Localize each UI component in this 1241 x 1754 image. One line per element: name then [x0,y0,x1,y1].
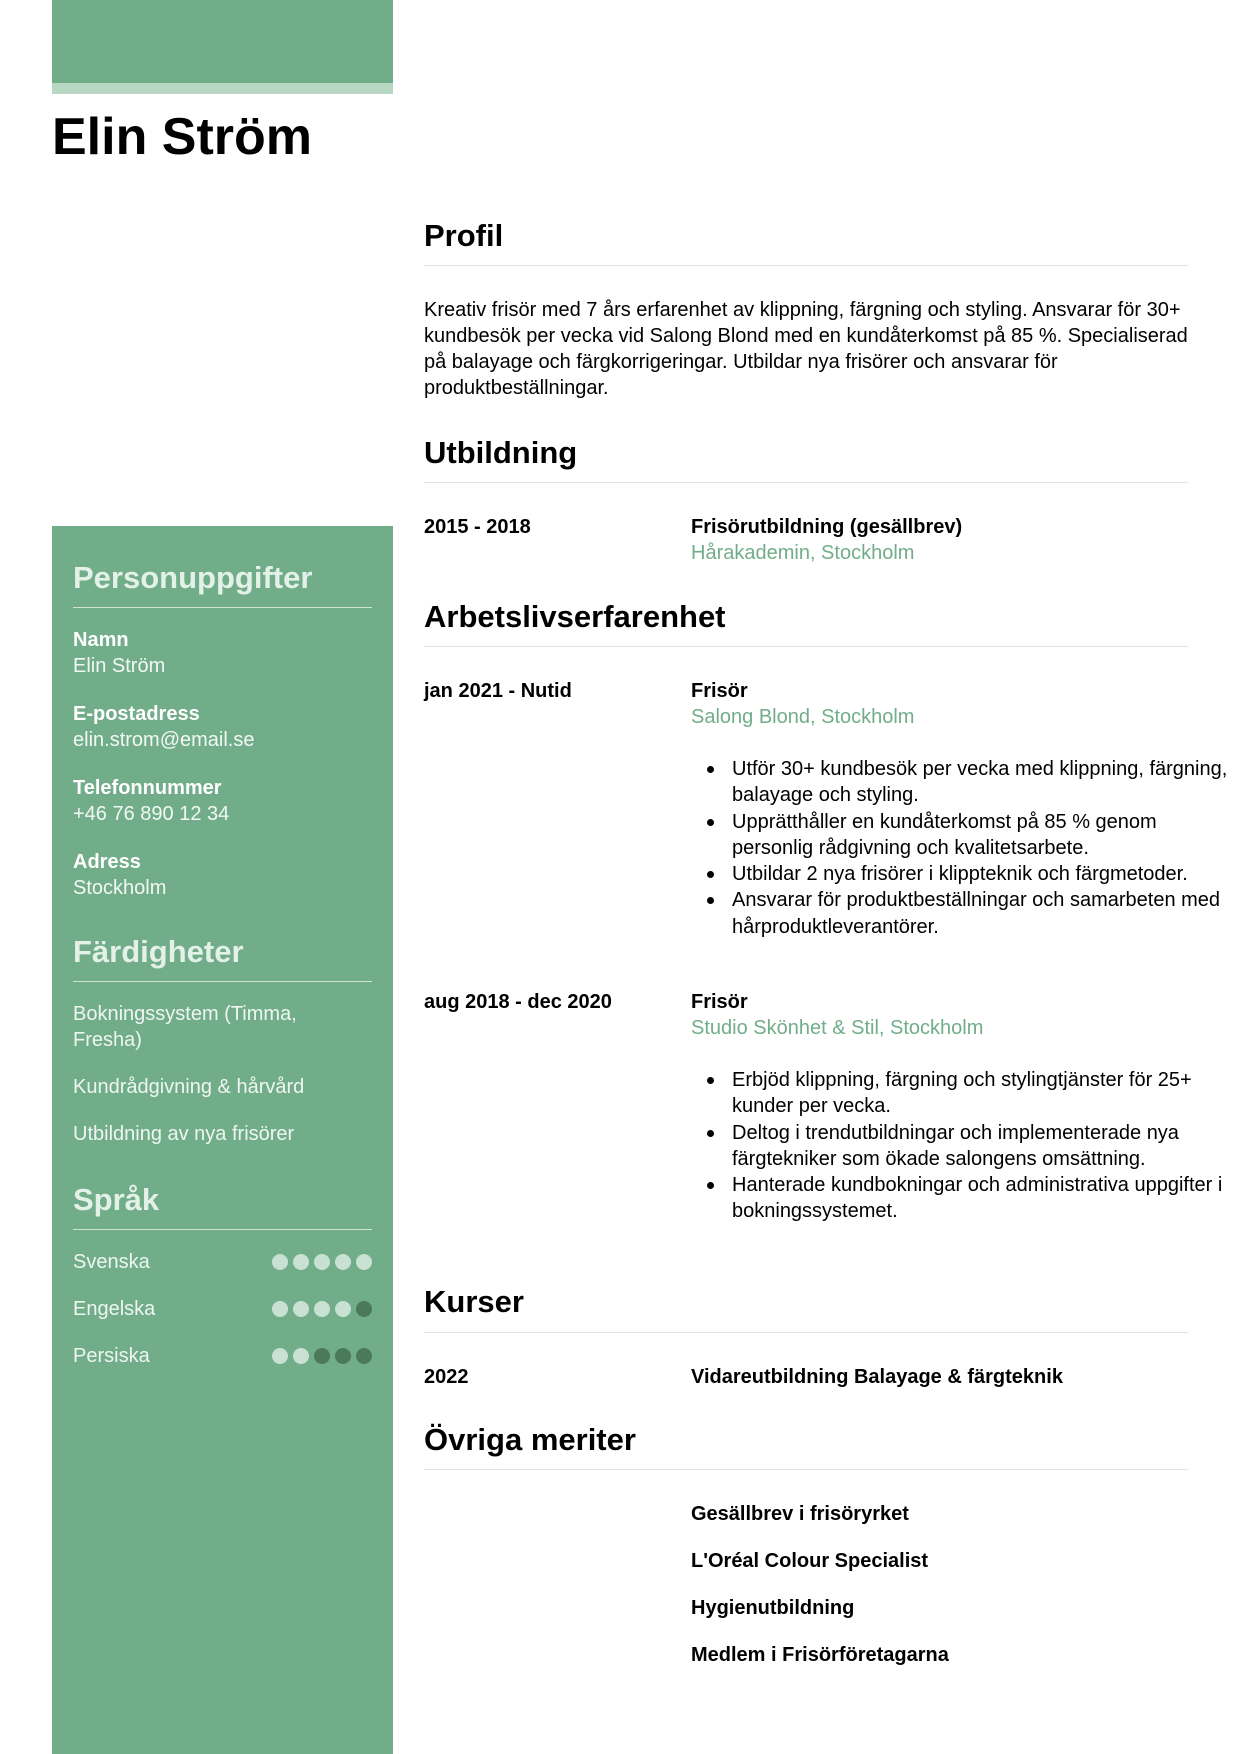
education-entry [691,514,1188,566]
course-date: 2022 [424,1366,469,1388]
course-title: Vidareutbildning Balayage & färgteknik [691,1366,1063,1388]
level-dot-filled [335,1301,351,1317]
level-dot-empty [335,1348,351,1364]
experience-bullets [691,756,1229,940]
language-name: Svenska [73,1251,150,1273]
level-dot-empty [356,1348,372,1364]
personal-info-section [73,559,372,608]
language-level-dots [272,1254,372,1270]
level-dot-filled [272,1254,288,1270]
experience-heading: Arbetslivserfarenhet [424,599,726,634]
skills-section [73,933,372,982]
language-row [73,1296,372,1322]
education-title: Frisörutbildning (gesällbrev) [691,516,963,538]
level-dot-filled [314,1254,330,1270]
language-row [73,1249,372,1275]
merits-heading: Övriga meriter [424,1422,636,1457]
bullet-item: Ansvarar för produktbeställningar och samarbeten med hårproduktleverantörer. [732,887,1229,940]
personal-info-heading: Personuppgifter [73,560,313,595]
languages-heading: Språk [73,1182,160,1217]
bullet-item: Hanterade kundbokningar och administrativa uppgifter i bokningssystemet. [732,1172,1229,1225]
employer: Studio Skönhet & Stil, Stockholm [691,1017,984,1039]
job-title: Frisör [691,680,748,702]
info-phone [73,775,372,827]
bullet-item: Utbildar 2 nya frisörer i klippteknik och färgmetoder. [732,861,1229,887]
divider [424,646,1188,647]
info-label: Adress [73,851,141,873]
info-value: Stockholm [73,877,167,899]
info-value: elin.strom@email.se [73,729,255,751]
bullet-item: Upprätthåller en kundåterkomst på 85 % genom personlig rådgivning och kvalitetsarbete. [732,809,1229,862]
info-value: +46 76 890 12 34 [73,803,230,825]
info-label: Namn [73,629,129,651]
divider [424,265,1188,266]
experience-date: aug 2018 - dec 2020 [424,991,612,1013]
job-title: Frisör [691,991,748,1013]
level-dot-empty [314,1348,330,1364]
level-dot-filled [293,1348,309,1364]
candidate-name: Elin Ström [52,108,313,166]
divider [73,607,372,608]
divider [424,482,1188,483]
education-date: 2015 - 2018 [424,516,531,538]
header-color-band [52,0,393,83]
info-email [73,701,372,753]
divider [73,981,372,982]
bullet-item: Erbjöd klippning, färgning och stylingtjänster för 25+ kunder per vecka. [732,1067,1229,1120]
education-school: Hårakademin, Stockholm [691,542,915,564]
experience-date: jan 2021 - Nutid [424,680,572,702]
sidebar [52,526,393,1754]
skills-heading: Färdigheter [73,934,244,969]
skill-item: Utbildning av nya frisörer [73,1123,295,1145]
skill-item: Bokningssystem (Timma, Fresha) [73,1003,297,1051]
bullet-item: Deltog i trendutbildningar och implementerade nya färgtekniker som ökade salongens omsättning. [732,1120,1229,1173]
level-dot-empty [356,1301,372,1317]
divider [424,1469,1188,1470]
level-dot-filled [356,1254,372,1270]
level-dot-filled [272,1301,288,1317]
profile-heading: Profil [424,218,504,253]
course-entry [691,1364,1188,1390]
level-dot-filled [293,1301,309,1317]
bullet-item: Utför 30+ kundbesök per vecka med klippning, färgning, balayage och styling. [732,756,1229,809]
info-label: E-postadress [73,703,200,725]
profile-text: Kreativ frisör med 7 års erfarenhet av klippning, färgning och styling. Ansvarar för 30+ kundbesök per vecka vid Salong Blond med en kundåterkomst på 85 %. Specialiserad på balayage och färgkorrigeringar. Utbildar nya frisörer och ansvarar för produktbeställningar. [424,299,1188,399]
info-address [73,849,372,901]
language-level-dots [272,1348,372,1364]
merit-item: Gesällbrev i frisöryrket [691,1503,909,1525]
level-dot-filled [293,1254,309,1270]
education-heading: Utbildning [424,435,578,470]
header-accent-strip [52,83,393,94]
experience-entry [691,678,1188,730]
experience-bullets [691,1067,1229,1225]
info-name [73,627,372,679]
divider [424,1332,1188,1333]
merit-item: Medlem i Frisörföretagarna [691,1644,949,1666]
experience-entry [691,989,1188,1041]
language-level-dots [272,1301,372,1317]
info-value: Elin Ström [73,655,166,677]
level-dot-filled [272,1348,288,1364]
language-name: Engelska [73,1298,156,1320]
info-label: Telefonnummer [73,777,222,799]
level-dot-filled [314,1301,330,1317]
languages-section [73,1181,372,1230]
merit-item: L'Oréal Colour Specialist [691,1550,929,1572]
language-name: Persiska [73,1345,150,1367]
language-row [73,1343,372,1369]
employer: Salong Blond, Stockholm [691,706,915,728]
courses-heading: Kurser [424,1284,524,1319]
level-dot-filled [335,1254,351,1270]
skill-item: Kundrådgivning & hårvård [73,1076,305,1098]
merit-item: Hygienutbildning [691,1597,855,1619]
divider [73,1229,372,1230]
